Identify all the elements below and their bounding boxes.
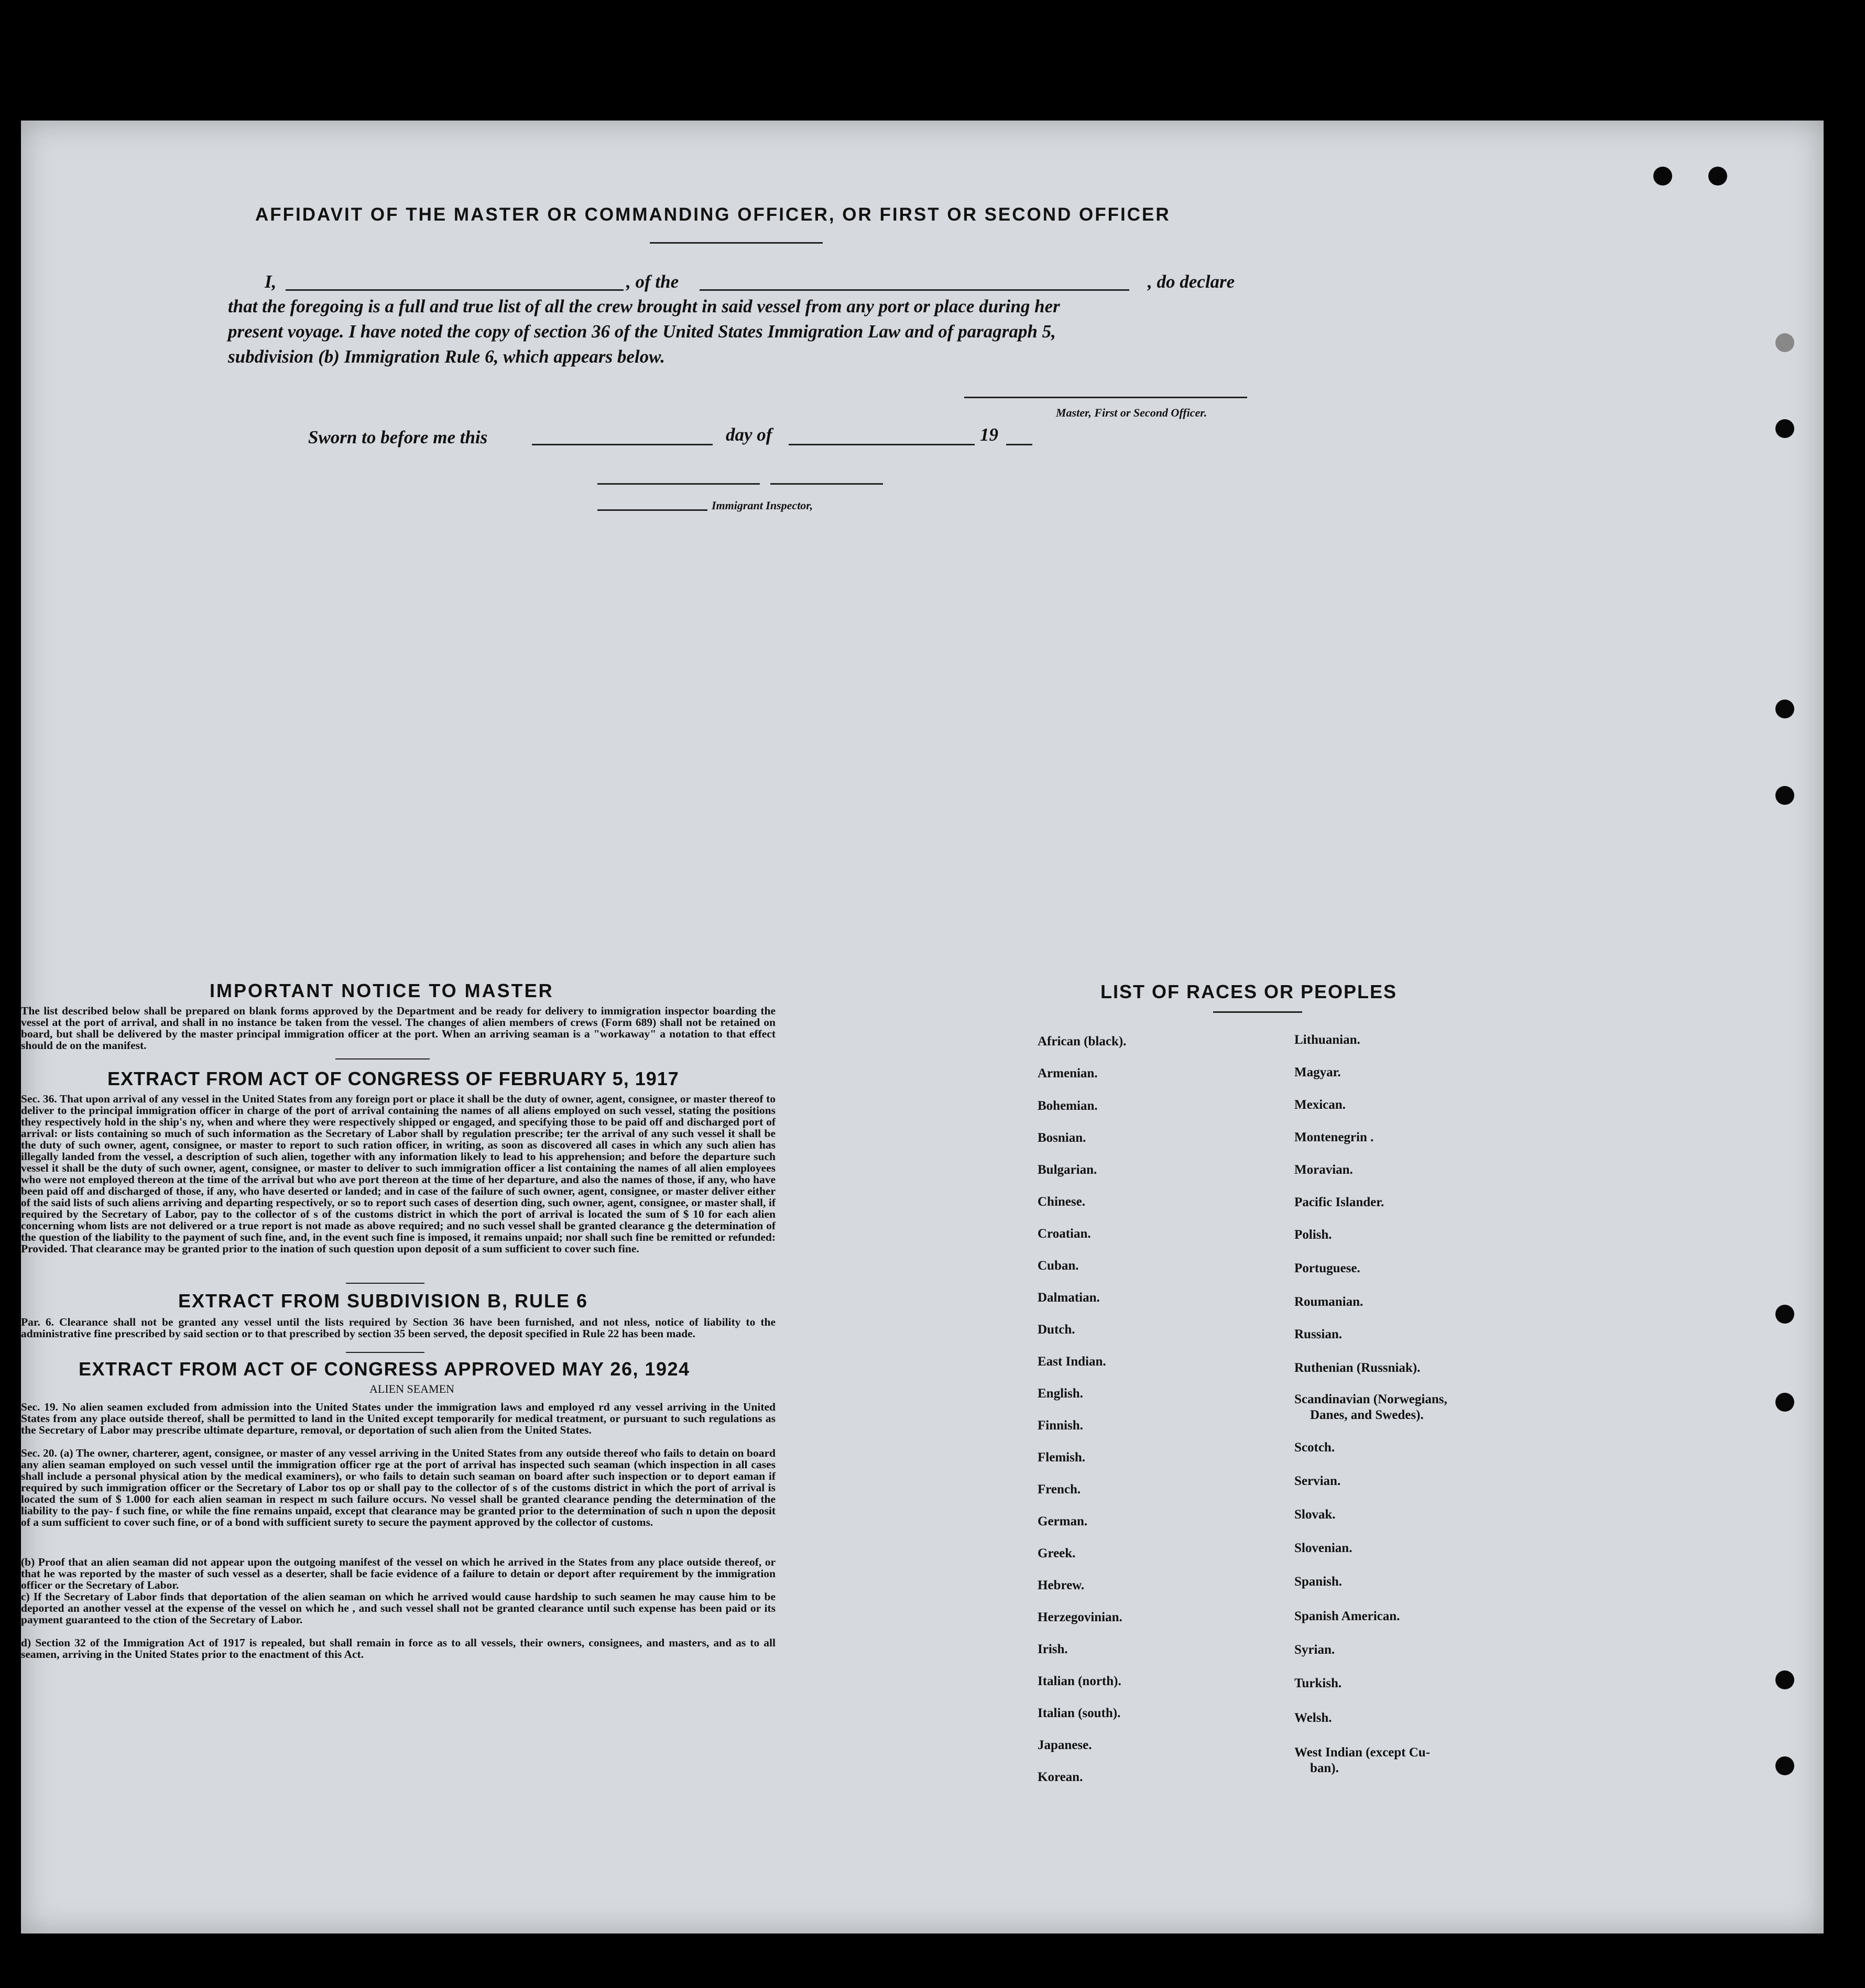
extract-1924-subtitle: ALIEN SEAMEN xyxy=(369,1382,454,1395)
race-item: Welsh. xyxy=(1294,1711,1332,1725)
day-of-label: day of xyxy=(726,424,772,445)
race-item: Italian (north). xyxy=(1038,1674,1121,1688)
race-item: Danes, and Swedes). xyxy=(1310,1408,1424,1422)
race-item: Armenian. xyxy=(1038,1066,1098,1080)
race-item: Syrian. xyxy=(1294,1643,1335,1657)
binder-hole xyxy=(1775,1670,1794,1689)
sworn-day-line xyxy=(532,444,713,445)
sworn-month-line xyxy=(789,444,975,445)
year-label: 19 xyxy=(980,424,998,445)
extract-1924-secc: c) If the Secretary of Labor finds that deportation of the alien seaman on which he arrived would cause hardship to such seamen he may cause him to be deported an another vessel at the expense of the vessel on which he , and such vessel shall not be granted clearance until such expense has been paid or its payment guaranteed to the ction of the Secretary of Labor. xyxy=(21,1590,776,1626)
race-item: Korean. xyxy=(1038,1770,1083,1784)
race-item: German. xyxy=(1038,1514,1088,1528)
extract-1924-secb: (b) Proof that an alien seaman did not appear upon the outgoing manifest of the vessel on which he arrived in the States from any place outside thereof, or that he was reported by the master of such vessel as a deserter, shall be facie evidence of a failure to detain or deport after requirement by the immigration officer or the Secretary of Labor. xyxy=(21,1556,776,1591)
extract-1917-title: EXTRACT FROM ACT OF CONGRESS OF FEBRUARY 5, 1917 xyxy=(107,1068,679,1089)
extract-rule6-title: EXTRACT FROM SUBDIVISION B, RULE 6 xyxy=(178,1290,588,1312)
affidavit-line-3: present voyage. I have noted the copy of section 36 of the United States Immigration Law and of paragraph 5, xyxy=(228,321,1056,342)
race-item: Spanish. xyxy=(1294,1575,1343,1589)
binder-hole xyxy=(1653,167,1672,185)
inspector-caption: Immigrant Inspector, xyxy=(712,499,813,512)
race-item: Slovenian. xyxy=(1294,1541,1353,1555)
manifest-page xyxy=(21,121,1824,1934)
extract-1917-underline xyxy=(346,1283,424,1284)
race-item: Scotch. xyxy=(1294,1440,1335,1455)
extract-rule6-body: Par. 6. Clearance shall not be granted any vessel until the lists required by Section 36 have been furnished, and not nless, notice of liability to the administrative fine prescribed by said section or to that prescribed by section 35 been served, the deposit specified in Rule 22 has been made. xyxy=(21,1316,776,1340)
race-item: East Indian. xyxy=(1038,1355,1106,1369)
race-item: Chinese. xyxy=(1038,1195,1085,1209)
extract-1924-title: EXTRACT FROM ACT OF CONGRESS APPROVED MAY 26, 1924 xyxy=(79,1358,690,1380)
notice-underline xyxy=(335,1058,430,1059)
binder-hole xyxy=(1775,333,1794,352)
master-name-line xyxy=(286,289,624,291)
race-item: Irish. xyxy=(1038,1642,1068,1656)
inspector-line-3 xyxy=(597,509,707,511)
extract-1924-secd: d) Section 32 of the Immigration Act of 1917 is repealed, but shall remain in force as to all vessels, their owners, consignees, and masters, and as to all seamen, arriving in the United States prior to the enactment of this Act. xyxy=(21,1636,776,1661)
race-item: Russian. xyxy=(1294,1327,1343,1341)
race-item: Montenegrin . xyxy=(1294,1130,1374,1144)
race-item: Dutch. xyxy=(1038,1323,1075,1337)
sworn-label: Sworn to before me this xyxy=(308,427,488,447)
inspector-line-1 xyxy=(597,483,760,485)
affidavit-line-2: that the foregoing is a full and true list of all the crew brought in said vessel from any port or place during her xyxy=(228,296,1060,316)
year-line xyxy=(1006,444,1032,445)
race-item: Pacific Islander. xyxy=(1294,1195,1384,1209)
binder-hole xyxy=(1775,1393,1794,1412)
race-item: Lithuanian. xyxy=(1294,1033,1360,1047)
race-item: ban). xyxy=(1310,1761,1339,1775)
vessel-name-line xyxy=(700,289,1129,291)
binder-hole xyxy=(1775,786,1794,805)
race-item: Slovak. xyxy=(1294,1508,1336,1522)
race-item: Moravian. xyxy=(1294,1163,1353,1177)
affidavit-line-4: subdivision (b) Immigration Rule 6, which appears below. xyxy=(228,346,665,367)
extract-1924-sec20: Sec. 20. (a) The owner, charterer, agent, consignee, or master of any vessel arriving in the United States from any outside thereof who fails to detain on board any alien seaman employed on such vessel until the immigration officer rge at the port of arrival has inspected such seaman (which inspection in all cases shall include a personal physical ation by the medical examiners), or who fails to detain such seaman on board after such inspection or to deport eaman if required by such immigration officer or the Secretary of Labor tos op or shall pay to the collector of s of the customs district in which the port of arrival is located the sum of $ 1.000 for each alien seaman in respect m such failure occurs. No vessel shall be granted clearance pending the determination of the liability to the pay- f such fine, or while the fine remains unpaid, except that clearance may be granted prior to the determination of such n upon the deposit of a sum sufficient to cover such fine, or of a bond with sufficient surety to secure the payment approved by the collector of customs. xyxy=(21,1447,776,1528)
race-item: Japanese. xyxy=(1038,1738,1092,1752)
notice-title: IMPORTANT NOTICE TO MASTER xyxy=(210,980,554,1001)
affidavit-of-the: , of the xyxy=(626,271,679,292)
binder-hole xyxy=(1775,1305,1794,1324)
race-item: Greek. xyxy=(1038,1546,1076,1560)
race-item: Magyar. xyxy=(1294,1065,1341,1079)
race-item: Flemish. xyxy=(1038,1450,1085,1465)
races-title-underline xyxy=(1213,1011,1302,1013)
affidavit-do-declare: , do declare xyxy=(1148,271,1235,292)
race-item: Dalmatian. xyxy=(1038,1291,1100,1305)
race-item: Polish. xyxy=(1294,1228,1332,1242)
signature-caption: Master, First or Second Officer. xyxy=(1056,406,1207,419)
race-item: Servian. xyxy=(1294,1474,1341,1488)
affidavit-title: AFFIDAVIT OF THE MASTER OR COMMANDING OFFICER, OR FIRST OR SECOND OFFICER xyxy=(255,204,1171,225)
extract-1924-sec19: Sec. 19. No alien seamen excluded from admission into the United States under the immigration laws and employed rd any vessel arriving in the United States from any place outside thereof, shall be permitted to land in the United except temporarily for medical treatment, or pursuant to such regulations as the Secretary of Labor may prescribe ultimate departure, removal, or deportation of such alien from the United States. xyxy=(21,1401,776,1436)
race-item: Finnish. xyxy=(1038,1418,1083,1433)
race-item: Cuban. xyxy=(1038,1259,1079,1273)
race-item: Herzegovinian. xyxy=(1038,1610,1122,1624)
race-item: Hebrew. xyxy=(1038,1578,1085,1592)
inspector-line-2 xyxy=(770,483,883,485)
race-item: West Indian (except Cu- xyxy=(1294,1745,1431,1760)
races-title: LIST OF RACES OR PEOPLES xyxy=(1100,981,1398,1002)
extract-rule6-underline xyxy=(346,1352,424,1353)
race-item: French. xyxy=(1038,1482,1081,1497)
race-item: Croatian. xyxy=(1038,1227,1091,1241)
notice-body: The list described below shall be prepared on blank forms approved by the Department and be ready for delivery to immigration inspector boarding the vessel at the port of arrival, and shall in no instance be taken from the vessel. The changes of alien members of crews (Form 689) shall not be retained on board, but shall be delivered by the master principal immigration officer at the port. When an arriving seaman is a "workaway" a notation to that effect should de on the manifest. xyxy=(21,1004,776,1052)
binder-hole xyxy=(1775,419,1794,438)
race-item: Mexican. xyxy=(1294,1098,1346,1112)
race-item: Turkish. xyxy=(1294,1676,1342,1690)
affidavit-title-underline xyxy=(650,242,823,244)
binder-hole xyxy=(1775,700,1794,718)
race-item: English. xyxy=(1038,1386,1083,1401)
race-item: Bosnian. xyxy=(1038,1131,1086,1145)
race-item: Roumanian. xyxy=(1294,1295,1364,1309)
extract-1917-body: Sec. 36. That upon arrival of any vessel in the United States from any foreign port or place it shall be the duty of owner, agent, consignee, or master thereof to deliver to the principal immigration officer in charge of the port of arrival containing the names of all aliens employed on such vessel, stating the positions they respectively hold in the ship's ny, when and where they were respectively shipped or engaged, and specifying those to be paid off and discharged port of arrival: or lists containing so much of such information as the Secretary of Labor shall by regulation prescribe; ter the arrival of any such vessel it shall be the duty of such owner, agent, consignee, or master to report to such ration officer, in writing, as soon as discovered all cases in which any such alien has illegally landed from the vessel, a description of such alien, together with any information likely to lead to his apprehension; and before the departure such vessel it shall be the duty of such owner, agent, consignee, or master to deliver to such immigration officer a list containing the names of all alien employees who were not employed thereon at the time of the arrival but who ave port thereon at the time of her departure, and also the names of those, if any, who have been paid off and discharged of those, if any, who have deserted or landed; and in case of the failure of such owner, agent, consignee, or master deliver either of the said lists of such aliens arriving and departing respectively, or so to report such cases of desertion ding, such owner, agent, consignee, or master shall, if required by the Secretary of Labor, pay to the collector of s of the customs district in which the port of arrival is located the sum of $ 10 for each alien concerning whom lists are not delivered or a true report is not made as above required; and no such vessel shall be granted clearance g the determination of the question of the liability to the payment of such fine, and, in the event such fine is imposed, it remains unpaid; nor shall such fine be remitted or refunded: Provided. That clearance may be granted prior to the ination of such question upon deposit of a sum sufficient to cover such fine. xyxy=(21,1093,776,1255)
race-item: Bulgarian. xyxy=(1038,1163,1097,1177)
binder-hole xyxy=(1708,167,1727,185)
race-item: African (black). xyxy=(1038,1034,1127,1048)
binder-hole xyxy=(1775,1756,1794,1775)
race-item: Bohemian. xyxy=(1038,1099,1098,1113)
race-item: Ruthenian (Russniak). xyxy=(1294,1361,1421,1375)
race-item: Scandinavian (Norwegians, xyxy=(1294,1392,1447,1406)
affidavit-i-label: I, xyxy=(265,271,277,292)
signature-line xyxy=(964,397,1247,398)
race-item: Italian (south). xyxy=(1038,1706,1121,1720)
race-item: Portuguese. xyxy=(1294,1261,1360,1275)
race-item: Spanish American. xyxy=(1294,1609,1400,1623)
